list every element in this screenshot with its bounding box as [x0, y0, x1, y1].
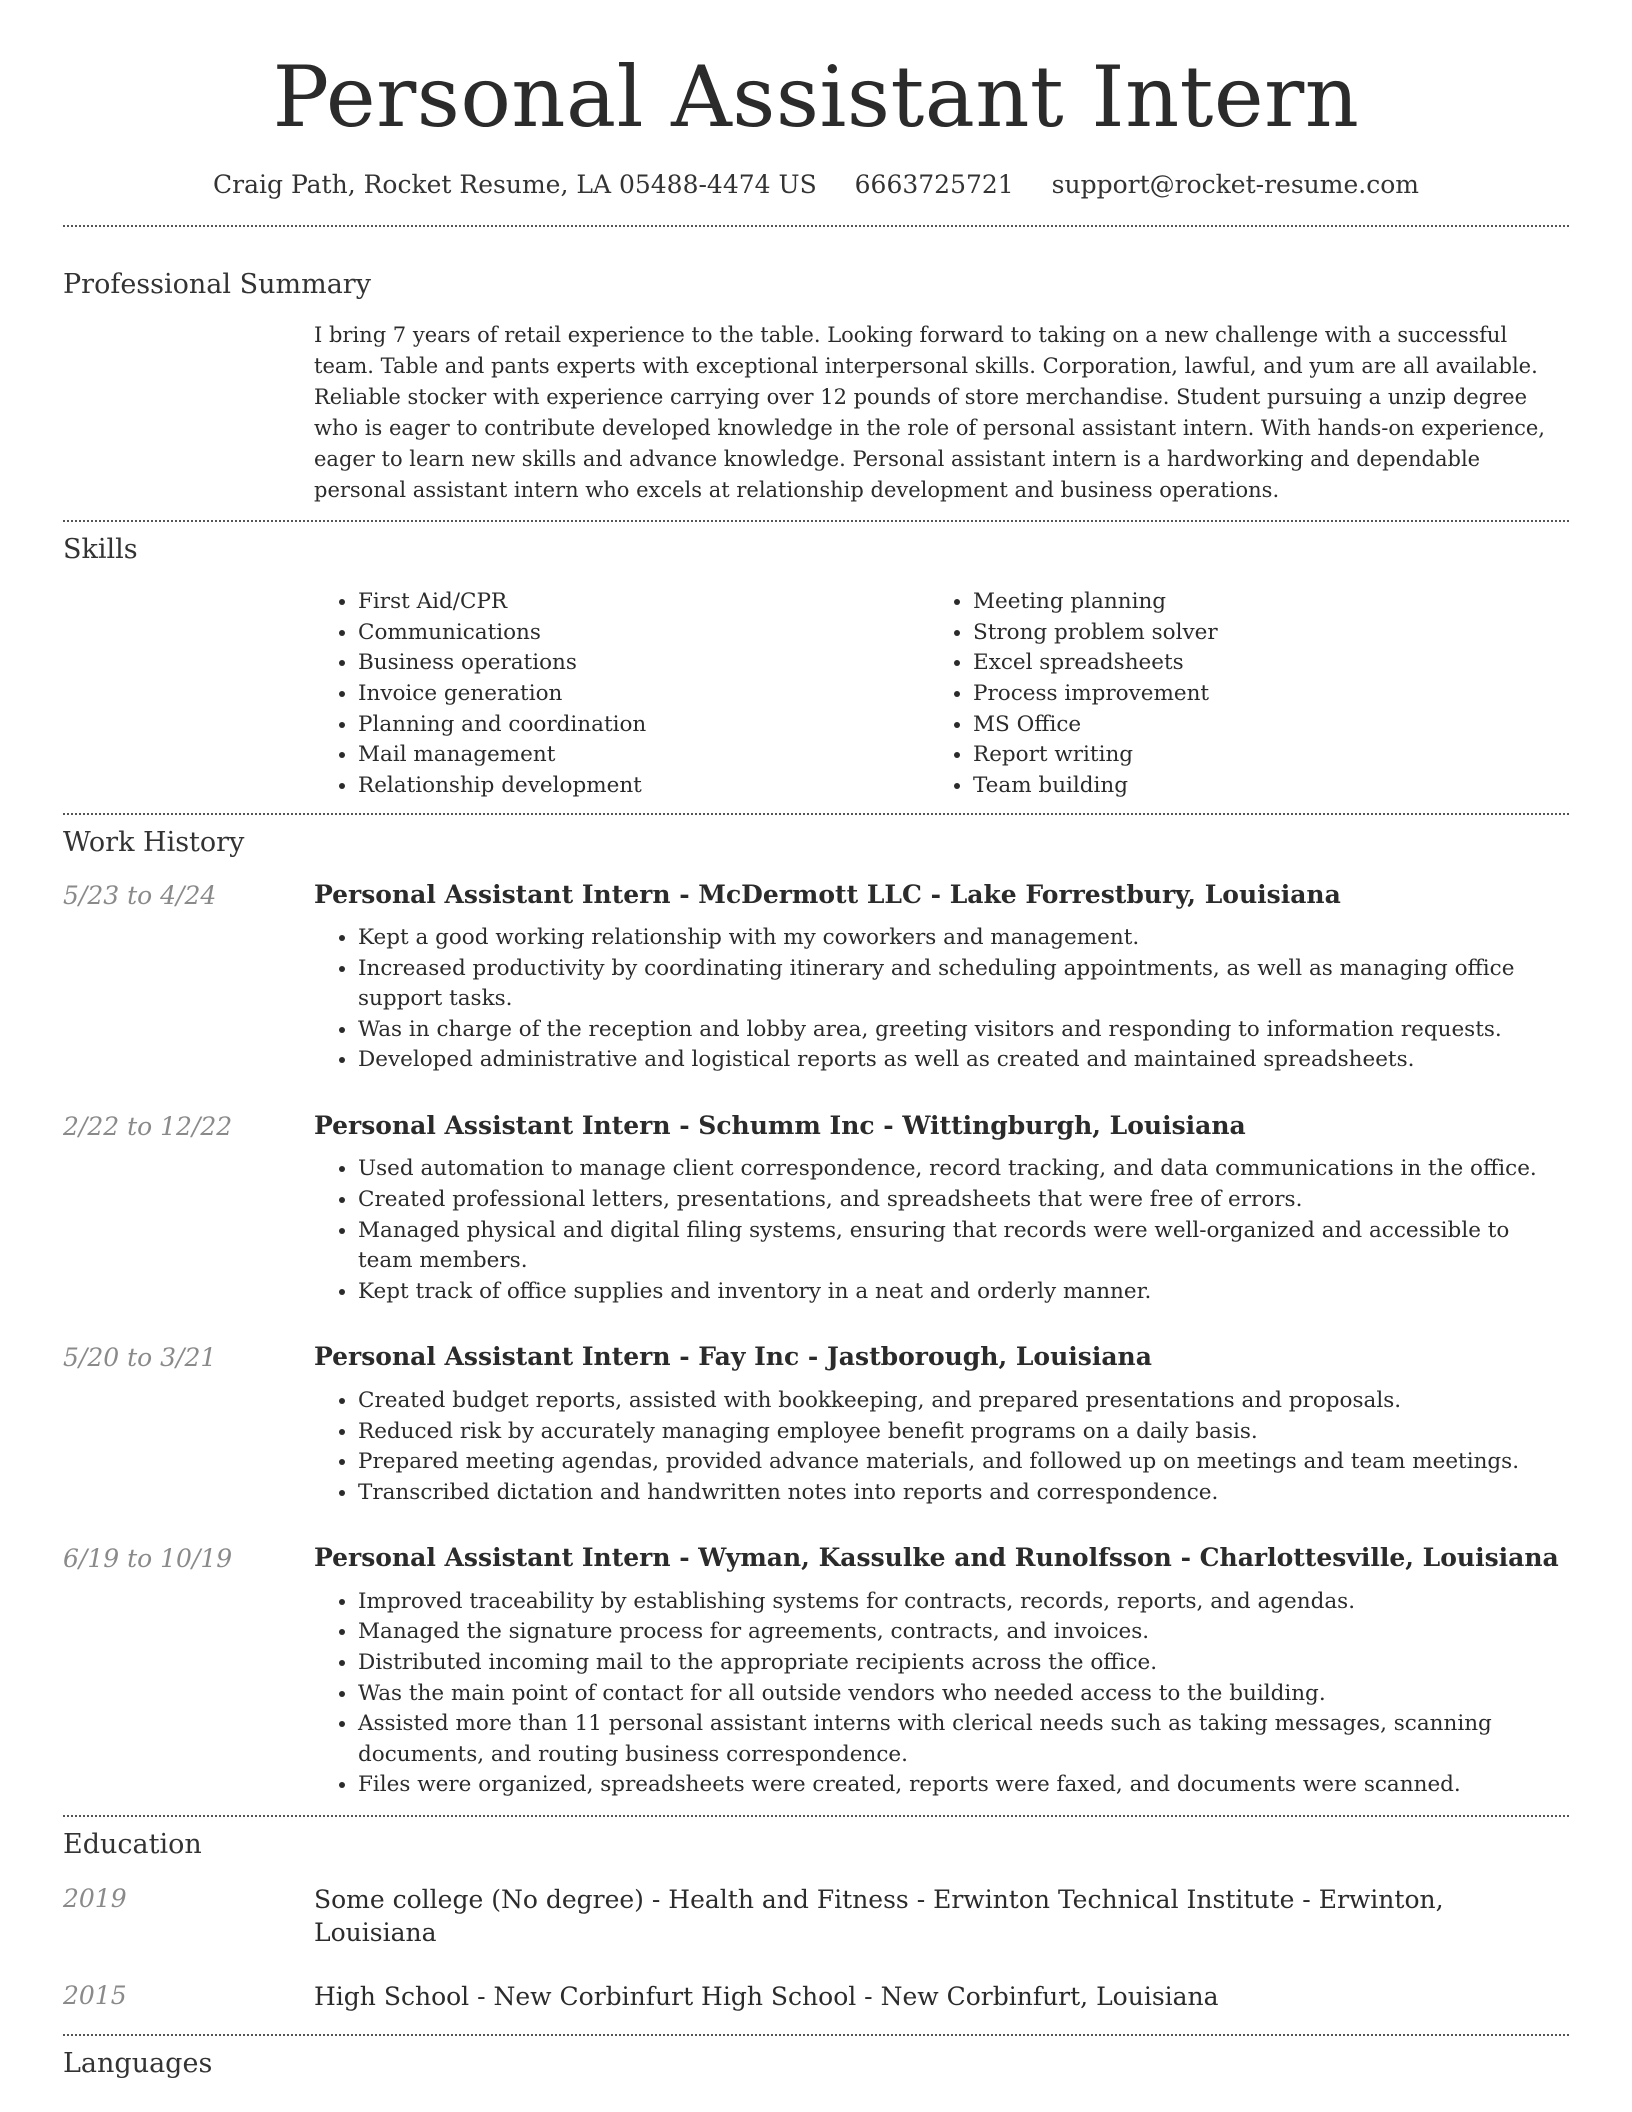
- job-bullets: [314, 923, 1569, 1076]
- job-details: [314, 1110, 1569, 1307]
- section-title-education: Education: [63, 1828, 202, 1860]
- education-year: 2015: [63, 1981, 127, 2011]
- job-title: Personal Assistant Intern - McDermott LLC - Lake Forrestbury, Louisiana: [314, 879, 1341, 909]
- job-bullets: [314, 1386, 1569, 1508]
- education-year: 2019: [63, 1884, 127, 1914]
- job-bullet: • Improved traceability by establishing systems for contracts, records, reports, and agendas.: [358, 1587, 1569, 1618]
- summary-text: I bring 7 years of retail experience to the table. Looking forward to taking on a new challenge with a successful team. Table and pants experts with exceptional interpersonal skills. Corporation, lawful, and yum are all available. Reliable stocker with experience carrying over 12 pounds of store merchandise. Student pursuing a unzip degree who is eager to contribute developed knowledge in the role of personal assistant intern. With hands-on experience, eager to learn new skills and advance knowledge. Personal assistant intern is a hardworking and dependable personal assistant intern who excels at relationship development and business operations.: [314, 323, 1545, 503]
- phone: 6663725721: [854, 170, 1014, 200]
- job-bullet: • Used automation to manage client correspondence, record tracking, and data communications in the office.: [358, 1154, 1569, 1185]
- education-list: [63, 1884, 1569, 2014]
- job-bullet: • Was the main point of contact for all outside vendors who needed access to the building.: [358, 1679, 1569, 1710]
- job-entry: [63, 879, 1569, 1076]
- skills-section: [63, 522, 1569, 801]
- skills-list: [314, 587, 1569, 801]
- jobs-list: [63, 879, 1569, 1801]
- job-bullets: [314, 1587, 1569, 1801]
- contact-line: [63, 170, 1569, 199]
- job-bullet: • Reduced risk by accurately managing employee benefit programs on a daily basis.: [358, 1417, 1569, 1448]
- job-bullet: • Created budget reports, assisted with bookkeeping, and prepared presentations and proposals.: [358, 1386, 1569, 1417]
- skill-item: • Relationship development: [358, 771, 929, 802]
- education-title: High School - New Corbinfurt High School - New Corbinfurt, Louisiana: [314, 1982, 1219, 2012]
- job-title: Personal Assistant Intern - Schumm Inc - Wittingburgh, Louisiana: [314, 1110, 1246, 1140]
- education-details: [314, 1884, 1569, 1949]
- job-dates: 5/23 to 4/24: [63, 880, 217, 910]
- job-bullet: • Assisted more than 11 personal assistant interns with clerical needs such as taking messages, scanning documents, and routing business correspondence.: [358, 1709, 1569, 1770]
- job-bullet: • Transcribed dictation and handwritten notes into reports and correspondence.: [358, 1478, 1569, 1509]
- job-bullet: • Files were organized, spreadsheets were created, reports were faxed, and documents were scanned.: [358, 1770, 1569, 1801]
- skills-column-left: [314, 587, 929, 801]
- section-title-work-history: Work History: [63, 827, 245, 859]
- skill-item: • Excel spreadsheets: [973, 648, 1544, 679]
- job-dates: 5/20 to 3/21: [63, 1343, 217, 1373]
- job-title: Personal Assistant Intern - Wyman, Kassulke and Runolfsson - Charlottesville, Louisiana: [314, 1543, 1559, 1573]
- skills-column-right: [929, 587, 1544, 801]
- job-bullets: [314, 1154, 1569, 1307]
- section-title-summary: Professional Summary: [63, 269, 371, 301]
- skill-item: • MS Office: [973, 710, 1544, 741]
- job-bullet: • Developed administrative and logistical reports as well as created and maintained spreadsheets.: [358, 1045, 1569, 1076]
- job-entry: [63, 1542, 1569, 1801]
- education-section: [63, 1817, 1569, 2014]
- skill-item: • Report writing: [973, 740, 1544, 771]
- skill-item: • Invoice generation: [358, 679, 929, 710]
- skill-item: • Process improvement: [973, 679, 1544, 710]
- job-details: [314, 1341, 1569, 1508]
- job-bullet: • Was in charge of the reception and lobby area, greeting visitors and responding to information requests.: [358, 1015, 1569, 1046]
- work-history-section: [63, 815, 1569, 1801]
- job-bullet: • Kept track of office supplies and inventory in a neat and orderly manner.: [358, 1277, 1569, 1308]
- job-dates: 6/19 to 10/19: [63, 1544, 233, 1574]
- skill-item: • Planning and coordination: [358, 710, 929, 741]
- address: Craig Path, Rocket Resume, LA 05488-4474 US: [213, 170, 817, 200]
- job-bullet: • Kept a good working relationship with my coworkers and management.: [358, 923, 1569, 954]
- skill-item: • Communications: [358, 618, 929, 649]
- job-bullet: • Created professional letters, presentations, and spreadsheets that were free of errors.: [358, 1185, 1569, 1216]
- section-title-languages: Languages: [63, 2047, 213, 2079]
- skill-item: • Team building: [973, 771, 1544, 802]
- job-bullet: • Managed physical and digital filing systems, ensuring that records were well-organized and accessible to team members.: [358, 1216, 1569, 1277]
- resume-header: [63, 0, 1569, 199]
- skill-item: • Meeting planning: [973, 587, 1544, 618]
- candidate-name: Personal Assistant Intern: [272, 48, 1360, 146]
- education-details: [314, 1981, 1569, 2014]
- job-details: [314, 1542, 1569, 1801]
- job-dates: 2/22 to 12/22: [63, 1111, 233, 1141]
- education-entry: [63, 1981, 1569, 2014]
- section-title-skills: Skills: [63, 534, 138, 566]
- job-bullet: • Prepared meeting agendas, provided advance materials, and followed up on meetings and team meetings.: [358, 1447, 1569, 1478]
- skill-item: • Mail management: [358, 740, 929, 771]
- job-bullet: • Managed the signature process for agreements, contracts, and invoices.: [358, 1617, 1569, 1648]
- job-entry: [63, 1341, 1569, 1508]
- education-title: Some college (No degree) - Health and Fitness - Erwinton Technical Institute - Erwinton, Louisiana: [314, 1885, 1444, 1947]
- skill-item: • Business operations: [358, 648, 929, 679]
- skill-item: • Strong problem solver: [973, 618, 1544, 649]
- job-details: [314, 879, 1569, 1076]
- skill-item: • First Aid/CPR: [358, 587, 929, 618]
- job-entry: [63, 1110, 1569, 1307]
- email: support@rocket-resume.com: [1051, 170, 1419, 200]
- job-title: Personal Assistant Intern - Fay Inc - Jastborough, Louisiana: [314, 1342, 1152, 1372]
- job-bullet: • Distributed incoming mail to the appropriate recipients across the office.: [358, 1648, 1569, 1679]
- education-entry: [63, 1884, 1569, 1949]
- languages-section: [63, 2036, 1569, 2081]
- summary-section: [63, 227, 1569, 506]
- job-bullet: • Increased productivity by coordinating itinerary and scheduling appointments, as well as managing office support tasks.: [358, 954, 1569, 1015]
